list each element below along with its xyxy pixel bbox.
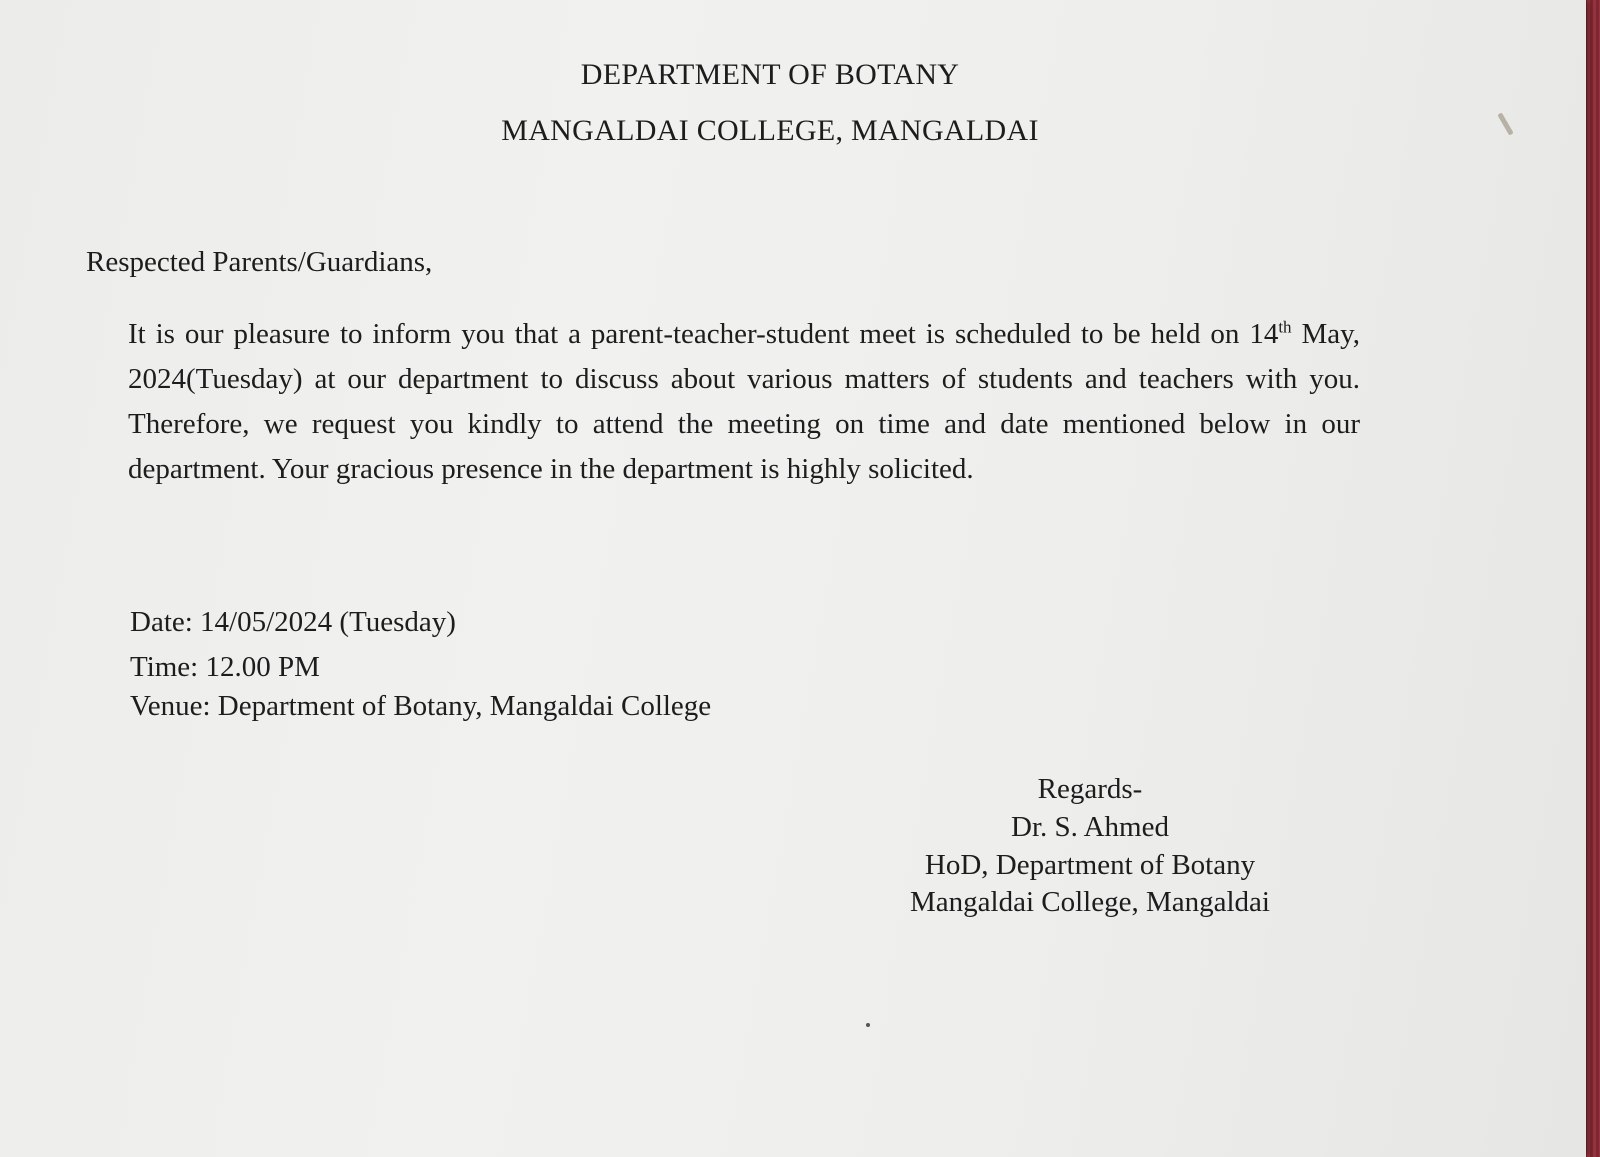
- college-heading: MANGALDAI COLLEGE, MANGALDAI: [501, 114, 1039, 147]
- body-paragraph: [128, 312, 1360, 492]
- signatory-college: Mangaldai College, Mangaldai: [910, 886, 1270, 918]
- date-ordinal-suffix: th: [1278, 317, 1292, 337]
- closing-regards: Regards-: [1037, 773, 1143, 805]
- signatory-title: HoD, Department of Botany: [924, 849, 1256, 881]
- ink-dot: [866, 1023, 870, 1027]
- salutation: Respected Parents/Guardians,: [86, 246, 433, 278]
- department-heading: DEPARTMENT OF BOTANY: [580, 58, 960, 91]
- body-text-part2: May, 2024(Tuesday) at our department to discuss about various matters of students and teachers with you. Therefore, we request you kindly to attend the meeting on time and date mentioned below in our department. Your gracious presence in the department is highly solicited.: [128, 318, 1360, 485]
- meeting-date: Date: 14/05/2024 (Tuesday): [130, 606, 456, 638]
- meeting-venue: Venue: Department of Botany, Mangaldai College: [130, 690, 712, 722]
- meeting-time: Time: 12.00 PM: [130, 651, 320, 683]
- body-text-part1: It is our pleasure to inform you that a parent-teacher-student meet is scheduled to be held on 14: [128, 318, 1279, 350]
- signatory-name: Dr. S. Ahmed: [1011, 811, 1169, 843]
